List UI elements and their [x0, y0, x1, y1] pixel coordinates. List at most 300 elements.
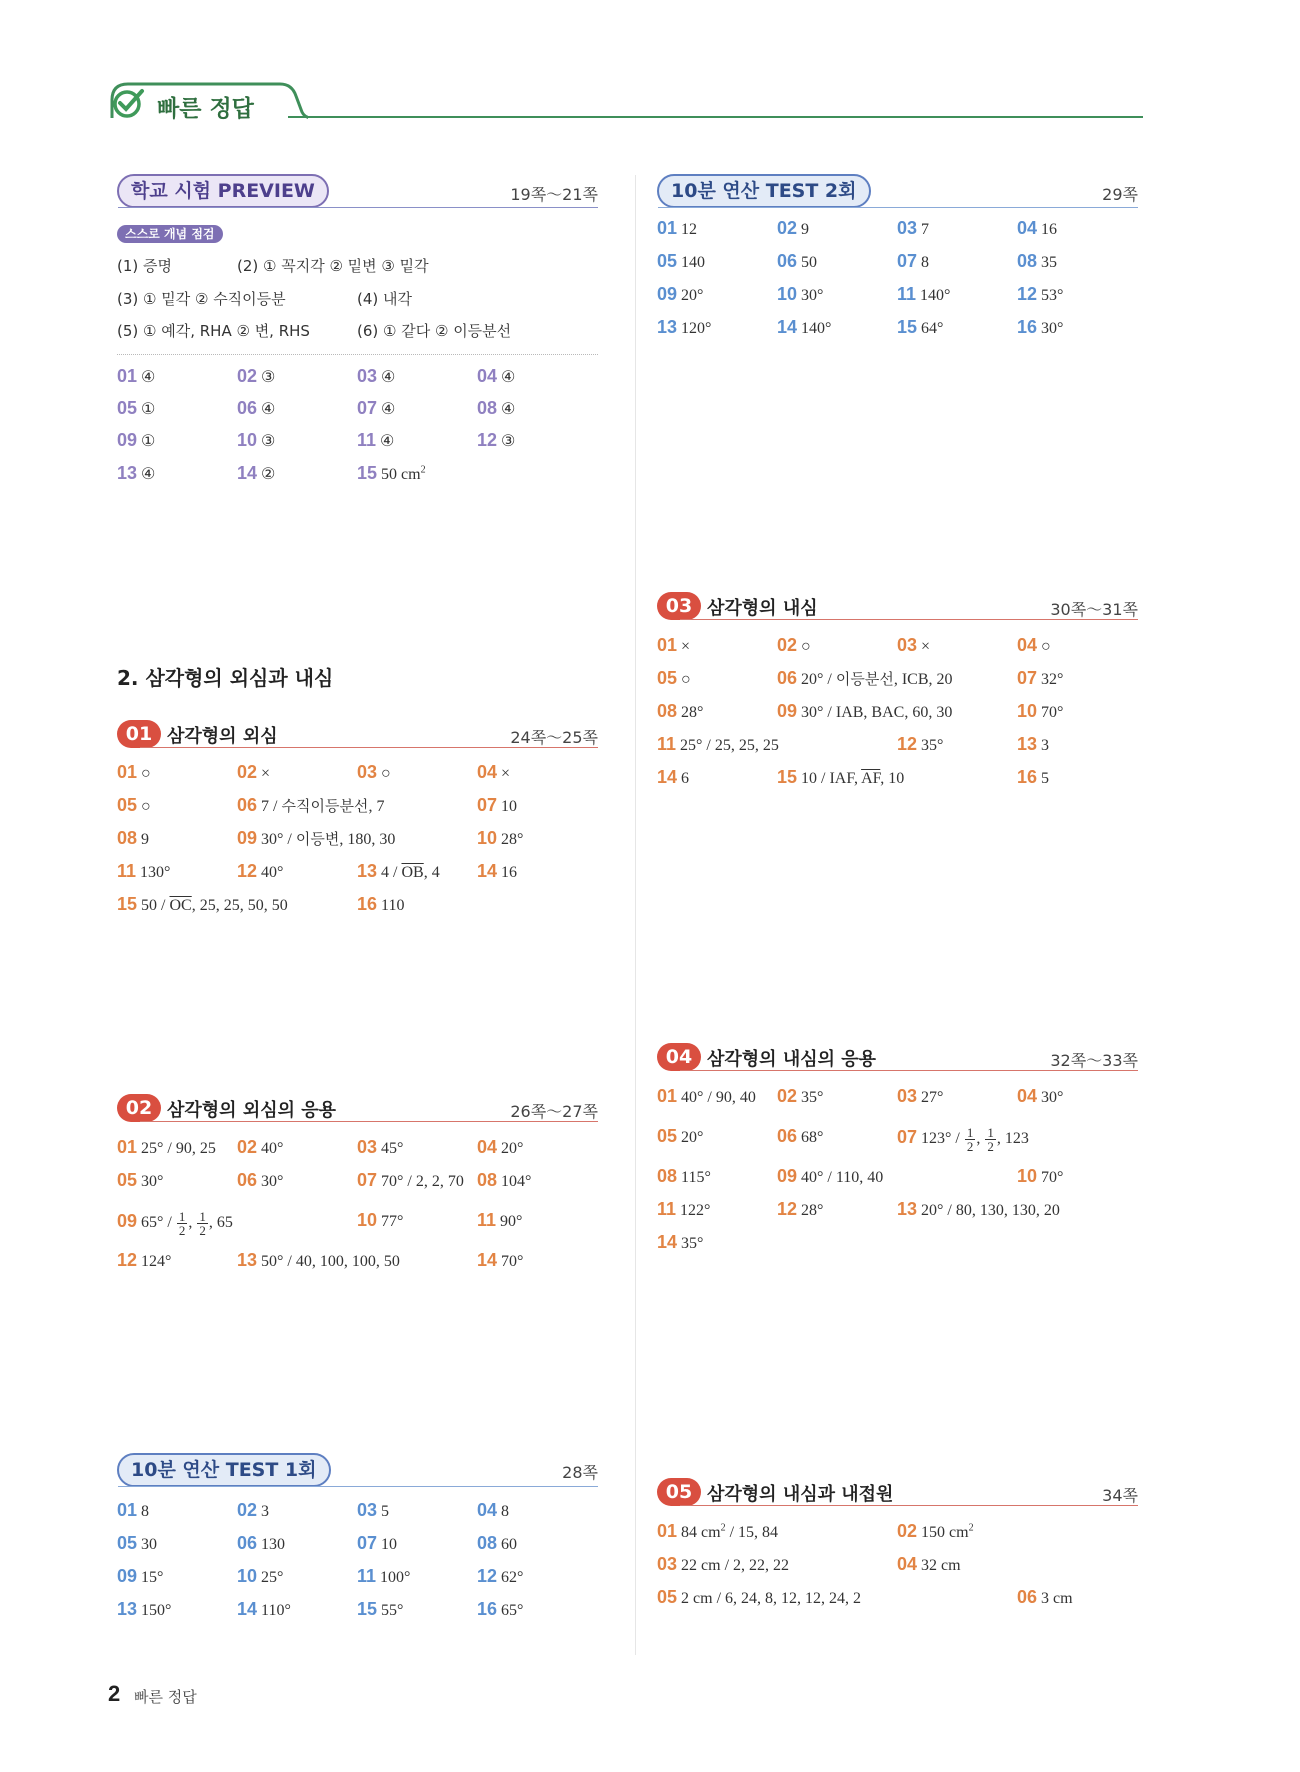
answer-number: 03	[657, 1554, 678, 1574]
answer-number: 02	[777, 635, 798, 655]
answer-number: 10	[237, 1566, 258, 1586]
answer-number: 09	[117, 1211, 138, 1232]
answer-number: 07	[357, 1170, 378, 1190]
answer-number: 02	[897, 1521, 918, 1541]
s02-answer-02	[237, 1137, 283, 1158]
answer-value: 110°	[261, 1602, 291, 1619]
answer-value: 8	[921, 254, 930, 271]
s01-answer-15	[117, 894, 288, 915]
t1-answer-09	[117, 1566, 163, 1587]
s01-answer-14	[477, 861, 517, 882]
answer-value: 32°	[1041, 671, 1064, 688]
answer-value: 64°	[921, 320, 944, 337]
answer-number: 09	[777, 1166, 798, 1186]
s05-answer-02	[897, 1521, 974, 1542]
answer-number: 11	[357, 430, 377, 450]
answer-value: 70°	[1041, 704, 1064, 721]
test-1-title: 10분 연산 TEST 1회	[117, 1453, 331, 1487]
answer-value: 77°	[381, 1213, 404, 1230]
answer-number: 04	[477, 366, 498, 386]
answer-number: 05	[117, 1170, 138, 1190]
preview-underline	[118, 207, 598, 208]
answer-value: 28°	[801, 1202, 824, 1219]
answer-number: 13	[117, 1599, 138, 1619]
s02-answer-03	[357, 1137, 403, 1158]
answer-number: 15	[357, 463, 378, 483]
answer-number: 09	[777, 701, 798, 721]
t2-answer-03	[897, 218, 929, 239]
answer-value: ○	[801, 638, 811, 655]
t2-answer-16	[1017, 317, 1063, 338]
s02-answer-06	[237, 1170, 283, 1191]
s04-answer-03	[897, 1086, 943, 1107]
answer-value: 30°	[1041, 320, 1064, 337]
answer-number: 04	[477, 1137, 498, 1157]
t1-answer-08	[477, 1533, 517, 1554]
preview-answer-04	[477, 366, 515, 387]
answer-number: 13	[357, 861, 378, 881]
answer-number: 01	[117, 762, 138, 782]
answer-value: ×	[501, 765, 511, 782]
answer-number: 04	[477, 762, 498, 782]
section-05-title: 삼각형의 내심과 내접원	[707, 1484, 894, 1505]
t1-answer-12	[477, 1566, 523, 1587]
answer-value: 62°	[501, 1569, 524, 1586]
section-03-badge: 03	[657, 592, 701, 620]
answer-number: 04	[1017, 1086, 1038, 1106]
preview-answer-01	[117, 366, 155, 387]
section-02-pages: 26쪽～27쪽	[510, 1102, 598, 1121]
answer-value: ×	[921, 638, 931, 655]
answer-value: ④	[381, 401, 396, 418]
answer-value: ②	[261, 466, 276, 483]
t1-answer-03	[357, 1500, 389, 1521]
answer-value: 20°	[681, 287, 704, 304]
section-03-underline	[680, 619, 1138, 620]
s04-answer-02	[777, 1086, 823, 1107]
answer-number: 07	[1017, 668, 1038, 688]
section-05-badge: 05	[657, 1478, 701, 1506]
answer-value: 35°	[681, 1235, 704, 1252]
s04-answer-08	[657, 1166, 711, 1187]
answer-number: 10	[357, 1210, 378, 1230]
dotted-divider	[117, 354, 598, 355]
answer-number: 06	[237, 398, 258, 418]
answer-value: ○	[141, 798, 151, 815]
t1-answer-15	[357, 1599, 403, 1620]
answer-number: 08	[477, 1533, 498, 1553]
answer-value: 28°	[501, 831, 524, 848]
test-2-title: 10분 연산 TEST 2회	[657, 174, 871, 208]
answer-value: 7	[921, 221, 930, 238]
answer-value: 35	[1041, 254, 1058, 271]
test-1-underline	[118, 1486, 598, 1487]
s03-answer-16	[1017, 767, 1049, 788]
answer-value: 140	[681, 254, 706, 271]
t1-answer-11	[357, 1566, 410, 1587]
answer-value: ○	[381, 765, 391, 782]
preview-answer-06	[237, 398, 275, 419]
answer-number: 05	[657, 1126, 678, 1146]
answer-number: 12	[1017, 284, 1038, 304]
answer-number: 11	[357, 1566, 377, 1586]
section-01-pages: 24쪽～25쪽	[510, 728, 598, 747]
s02-answer-09	[117, 1210, 233, 1237]
preview-answer-13	[117, 463, 155, 484]
answer-value: 40° / 110, 40	[801, 1169, 884, 1186]
preview-answer-05	[117, 398, 155, 419]
answer-value: 123° / $\frac{1}{2}$ , $\frac{1}{2}$ , 123	[921, 1125, 1029, 1154]
t1-answer-10	[237, 1566, 283, 1587]
answer-value: ④	[381, 369, 396, 386]
answer-number: 09	[117, 430, 138, 450]
answer-value: 40°	[261, 1140, 284, 1157]
answer-value: ④	[141, 466, 156, 483]
answer-value: 32 cm	[921, 1557, 961, 1574]
answer-number: 16	[477, 1599, 498, 1619]
preview-title: 학교 시험 PREVIEW	[117, 174, 329, 208]
answer-value: ×	[681, 638, 691, 655]
t1-answer-05	[117, 1533, 157, 1554]
answer-number: 01	[117, 366, 138, 386]
section-01-badge: 01	[117, 720, 161, 748]
t1-answer-01	[117, 1500, 149, 1521]
answer-number: 05	[657, 668, 678, 688]
answer-number: 01	[117, 1137, 138, 1157]
answer-value: 27°	[921, 1089, 944, 1106]
answer-value: 130	[261, 1536, 286, 1553]
answer-number: 10	[777, 284, 798, 304]
s03-answer-15	[777, 767, 904, 788]
answer-value: ①	[141, 401, 156, 418]
answer-number: 11	[477, 1210, 497, 1230]
concept-2: (2) ① 꼭지각 ② 밑변 ③ 밑각	[237, 257, 429, 275]
t2-answer-02	[777, 218, 809, 239]
answer-value: $50 / \overline{OC}$, 25, 25, 50, 50	[141, 897, 288, 914]
t2-answer-09	[657, 284, 703, 305]
answer-value: 5	[381, 1503, 390, 1520]
t2-answer-07	[897, 251, 929, 272]
answer-value: 50 $cm^2$	[381, 464, 426, 483]
answer-value: 70°	[1041, 1169, 1064, 1186]
answer-number: 04	[1017, 218, 1038, 238]
answer-value: 65°	[501, 1602, 524, 1619]
answer-number: 14	[657, 1232, 678, 1252]
section-02-underline	[140, 1121, 598, 1122]
answer-value: 40°	[261, 864, 284, 881]
s04-answer-05	[657, 1126, 703, 1147]
s03-answer-02	[777, 635, 811, 656]
answer-value: ③	[261, 433, 276, 450]
answer-number: 06	[237, 795, 258, 815]
section-02-badge: 02	[117, 1094, 161, 1122]
answer-number: 16	[357, 894, 378, 914]
answer-number: 10	[477, 828, 498, 848]
answer-value: 35°	[921, 737, 944, 754]
answer-number: 03	[897, 218, 918, 238]
section-04-pages: 32쪽～33쪽	[1050, 1051, 1138, 1070]
s04-answer-12	[777, 1199, 823, 1220]
answer-number: 13	[897, 1199, 918, 1219]
answer-value: 9	[141, 831, 150, 848]
answer-value: 28°	[681, 704, 704, 721]
s02-answer-10	[357, 1210, 403, 1231]
answer-value: ④	[501, 369, 516, 386]
answer-value: 2 cm / 6, 24, 8, 12, 12, 24, 2	[681, 1590, 862, 1607]
answer-value: 25°	[261, 1569, 284, 1586]
s03-answer-14	[657, 767, 689, 788]
s04-answer-06	[777, 1126, 823, 1147]
answer-value: ①	[141, 433, 156, 450]
answer-number: 01	[657, 218, 678, 238]
answer-number: 05	[657, 1587, 678, 1607]
answer-number: 11	[657, 734, 677, 754]
answer-value: 10 / IAF, $\overline{AF}$, 10	[801, 770, 905, 787]
s03-answer-13	[1017, 734, 1049, 755]
s01-answer-11	[117, 861, 170, 882]
answer-number: 15	[117, 894, 138, 914]
answer-number: 06	[237, 1533, 258, 1553]
answer-value: 68°	[801, 1129, 824, 1146]
answer-number: 06	[777, 668, 798, 688]
section-05-underline	[680, 1505, 1138, 1506]
concept-4: (4) 내각	[357, 290, 412, 308]
s04-answer-13	[897, 1199, 1060, 1220]
answer-number: 13	[237, 1250, 258, 1270]
s04-answer-01	[657, 1086, 756, 1107]
answer-number: 06	[777, 251, 798, 271]
preview-answer-07	[357, 398, 395, 419]
answer-value: 70°	[501, 1253, 524, 1270]
section-01-underline	[140, 747, 598, 748]
answer-number: 08	[477, 1170, 498, 1190]
answer-number: 01	[657, 635, 678, 655]
s03-answer-01	[657, 635, 690, 656]
header-title: 빠른 정답	[157, 96, 254, 122]
answer-number: 14	[777, 317, 798, 337]
answer-number: 11	[657, 1199, 677, 1219]
answer-value: 70° / 2, 2, 70	[381, 1173, 464, 1190]
answer-number: 03	[357, 366, 378, 386]
preview-answer-11	[357, 430, 394, 451]
answer-value: 30°	[141, 1173, 164, 1190]
answer-number: 14	[237, 1599, 258, 1619]
section-03-pages: 30쪽～31쪽	[1050, 600, 1138, 619]
answer-value: ○	[681, 671, 691, 688]
s01-answer-02	[237, 762, 270, 783]
answer-value: 35°	[801, 1089, 824, 1106]
answer-value: 16	[501, 864, 518, 881]
answer-value: 8	[501, 1503, 510, 1520]
answer-value: 140°	[920, 287, 951, 304]
answer-number: 13	[117, 463, 138, 483]
section-03-title: 삼각형의 내심	[707, 598, 818, 619]
s03-answer-12	[897, 734, 943, 755]
s04-answer-14	[657, 1232, 703, 1253]
answer-number: 12	[237, 861, 258, 881]
answer-value: 30°	[801, 287, 824, 304]
answer-value: ③	[501, 433, 516, 450]
t2-answer-14	[777, 317, 831, 338]
t1-answer-14	[237, 1599, 291, 1620]
answer-value: ○	[141, 765, 151, 782]
s05-answer-03	[657, 1554, 789, 1575]
answer-number: 10	[237, 430, 258, 450]
answer-number: 07	[897, 1127, 918, 1148]
t1-answer-02	[237, 1500, 269, 1521]
answer-value: 10	[501, 798, 518, 815]
answer-value: 50° / 40, 100, 100, 50	[261, 1253, 400, 1270]
t1-answer-16	[477, 1599, 523, 1620]
column-divider	[635, 175, 636, 1655]
s03-answer-11	[657, 734, 779, 755]
answer-value: ×	[261, 765, 271, 782]
preview-answer-10	[237, 430, 275, 451]
s01-answer-04	[477, 762, 510, 783]
answer-value: 12	[681, 221, 698, 238]
answer-value: 20° / 이등분선, ICB, 20	[801, 670, 953, 688]
s01-answer-05	[117, 795, 151, 816]
s02-answer-12	[117, 1250, 171, 1271]
answer-value: ④	[501, 401, 516, 418]
answer-value: 84 $cm^2 / 15$, 84	[681, 1522, 779, 1541]
answer-value: 30°	[261, 1173, 284, 1190]
answer-number: 08	[117, 828, 138, 848]
answer-value: 3	[1041, 737, 1050, 754]
preview-answer-14	[237, 463, 275, 484]
preview-answer-03	[357, 366, 395, 387]
answer-number: 06	[1017, 1587, 1038, 1607]
answer-number: 13	[1017, 734, 1038, 754]
answer-number: 04	[1017, 635, 1038, 655]
answer-number: 12	[117, 1250, 138, 1270]
t2-answer-01	[657, 218, 697, 239]
answer-number: 05	[117, 398, 138, 418]
s01-answer-08	[117, 828, 149, 849]
concept-1: (1) 증명	[117, 257, 172, 275]
answer-number: 10	[1017, 701, 1038, 721]
s02-answer-14	[477, 1250, 523, 1271]
answer-number: 06	[777, 1126, 798, 1146]
s03-answer-08	[657, 701, 703, 722]
section-04-underline	[680, 1070, 1138, 1071]
t1-answer-04	[477, 1500, 509, 1521]
preview-answer-09	[117, 430, 155, 451]
answer-number: 14	[477, 861, 498, 881]
s01-answer-09	[237, 828, 395, 849]
answer-number: 15	[357, 1599, 378, 1619]
concept-3: (3) ① 밑각 ② 수직이등분	[117, 290, 286, 308]
self-check-badge: 스스로 개념 점검	[117, 225, 223, 243]
page-number: 2	[108, 1681, 121, 1706]
answer-value: 115°	[681, 1169, 711, 1186]
s02-answer-05	[117, 1170, 163, 1191]
s01-answer-06	[237, 795, 384, 816]
answer-value: 140°	[801, 320, 832, 337]
answer-value: 110	[381, 897, 405, 914]
s03-answer-06	[777, 668, 953, 689]
check-icon	[112, 86, 146, 120]
section-01-title: 삼각형의 외심	[167, 726, 278, 747]
s04-answer-07	[897, 1126, 1029, 1153]
answer-number: 08	[657, 701, 678, 721]
answer-number: 11	[897, 284, 917, 304]
s01-answer-07	[477, 795, 517, 816]
answer-value: 90°	[500, 1213, 523, 1230]
answer-value: 9	[801, 221, 810, 238]
answer-number: 03	[357, 762, 378, 782]
t2-answer-13	[657, 317, 711, 338]
answer-number: 02	[237, 762, 258, 782]
answer-value: 30°	[1041, 1089, 1064, 1106]
preview-answer-08	[477, 398, 515, 419]
answer-number: 12	[477, 1566, 498, 1586]
answer-number: 03	[897, 1086, 918, 1106]
answer-number: 04	[897, 1554, 918, 1574]
s04-answer-04	[1017, 1086, 1063, 1107]
s03-answer-10	[1017, 701, 1063, 722]
t2-answer-12	[1017, 284, 1063, 305]
answer-value: 30° / IAB, BAC, 60, 30	[801, 704, 953, 721]
answer-value: 30° / 이등변, 180, 30	[261, 830, 396, 848]
answer-number: 03	[897, 635, 918, 655]
section-04-badge: 04	[657, 1043, 701, 1071]
answer-value: 40° / 90, 40	[681, 1089, 756, 1106]
answer-value: ④	[141, 369, 156, 386]
answer-number: 14	[237, 463, 258, 483]
answer-value: 20°	[681, 1129, 704, 1146]
s02-answer-13	[237, 1250, 400, 1271]
answer-number: 09	[237, 828, 258, 848]
preview-pages: 19쪽～21쪽	[510, 185, 598, 204]
answer-number: 06	[237, 1170, 258, 1190]
preview-answer-02	[237, 366, 275, 387]
answer-value: 3 cm	[1041, 1590, 1073, 1607]
answer-value: 53°	[1041, 287, 1064, 304]
answer-number: 13	[657, 317, 678, 337]
answer-value: 22 cm / 2, 22, 22	[681, 1557, 790, 1574]
t2-answer-06	[777, 251, 817, 272]
answer-value: 8	[141, 1503, 150, 1520]
s01-answer-16	[357, 894, 404, 915]
answer-number: 07	[357, 398, 378, 418]
answer-value: ③	[261, 369, 276, 386]
s02-answer-11	[477, 1210, 522, 1231]
t1-answer-13	[117, 1599, 171, 1620]
answer-number: 16	[1017, 767, 1038, 787]
s05-answer-01	[657, 1521, 778, 1542]
answer-number: 05	[117, 795, 138, 815]
answer-number: 12	[777, 1199, 798, 1219]
answer-value: 124°	[141, 1253, 172, 1270]
answer-number: 08	[657, 1166, 678, 1186]
section-05-pages: 34쪽	[1102, 1486, 1138, 1505]
answer-value: 10	[381, 1536, 398, 1553]
concept-6: (6) ① 같다 ② 이등분선	[357, 322, 512, 340]
answer-value: 122°	[680, 1202, 711, 1219]
answer-number: 15	[897, 317, 918, 337]
t1-answer-06	[237, 1533, 285, 1554]
s04-answer-11	[657, 1199, 710, 1220]
s03-answer-05	[657, 668, 691, 689]
answer-value: 150 $cm^2$	[921, 1522, 974, 1541]
answer-value: ④	[261, 401, 276, 418]
footer-label: 빠른 정답	[134, 1688, 197, 1706]
t2-answer-04	[1017, 218, 1057, 239]
answer-number: 12	[477, 430, 498, 450]
s02-answer-08	[477, 1170, 531, 1191]
answer-number: 01	[657, 1086, 678, 1106]
